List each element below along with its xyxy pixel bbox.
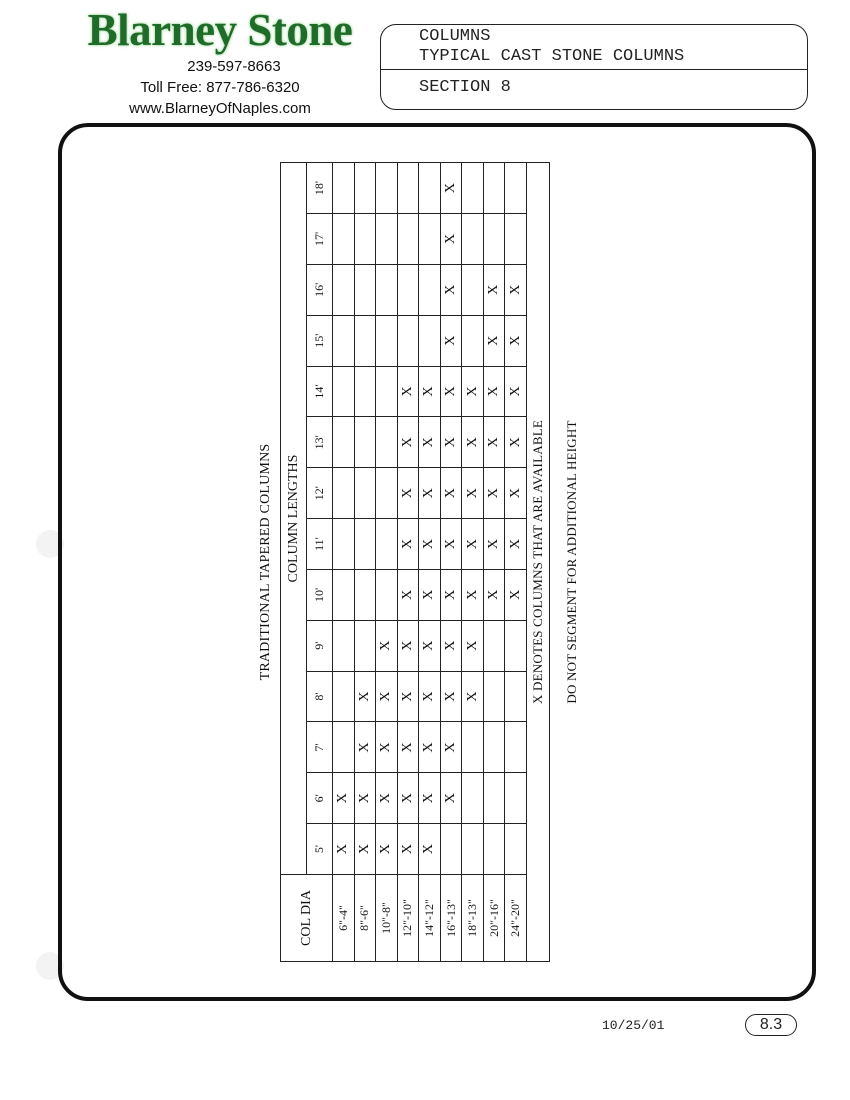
availability-cell bbox=[333, 468, 355, 519]
length-label: 14' bbox=[307, 366, 333, 417]
availability-cell: X bbox=[376, 620, 398, 671]
lengths-header: COLUMN LENGTHS bbox=[281, 163, 307, 875]
availability-cell bbox=[376, 569, 398, 620]
availability-cell bbox=[354, 366, 376, 417]
diameter-label: 8"-6" bbox=[354, 875, 376, 962]
availability-cell: X bbox=[397, 366, 419, 417]
diameter-label: 18"-13" bbox=[462, 875, 484, 962]
table-row bbox=[397, 163, 419, 962]
document-date: 10/25/01 bbox=[602, 1018, 665, 1033]
availability-cell bbox=[376, 163, 398, 214]
availability-cell bbox=[376, 366, 398, 417]
company-header bbox=[70, 4, 370, 119]
length-label: 7' bbox=[307, 722, 333, 773]
section-number: SECTION 8 bbox=[419, 78, 511, 97]
toll-free-number: Toll Free: 877-786-6320 bbox=[140, 79, 300, 96]
availability-cell: X bbox=[483, 366, 505, 417]
length-label: 18' bbox=[307, 163, 333, 214]
availability-cell: X bbox=[505, 569, 527, 620]
availability-cell bbox=[333, 315, 355, 366]
length-label: 13' bbox=[307, 417, 333, 468]
availability-cell bbox=[483, 722, 505, 773]
availability-cell: X bbox=[397, 417, 419, 468]
availability-cell bbox=[419, 315, 441, 366]
availability-cell: X bbox=[440, 264, 462, 315]
availability-cell: X bbox=[419, 722, 441, 773]
legend-row bbox=[527, 163, 550, 962]
length-label: 8' bbox=[307, 671, 333, 722]
availability-cell bbox=[333, 163, 355, 214]
availability-cell: X bbox=[440, 519, 462, 570]
availability-cell: X bbox=[483, 264, 505, 315]
availability-cell: X bbox=[505, 417, 527, 468]
availability-cell bbox=[333, 519, 355, 570]
availability-cell: X bbox=[440, 468, 462, 519]
availability-cell bbox=[354, 214, 376, 265]
website-link[interactable]: www.BlarneyOfNaples.com bbox=[129, 100, 311, 117]
availability-cell: X bbox=[419, 671, 441, 722]
availability-cell bbox=[462, 163, 484, 214]
availability-cell: X bbox=[440, 773, 462, 824]
availability-cell: X bbox=[462, 620, 484, 671]
table-row bbox=[376, 163, 398, 962]
availability-cell bbox=[505, 722, 527, 773]
availability-cell bbox=[483, 620, 505, 671]
diameter-label: 12"-10" bbox=[397, 875, 419, 962]
availability-cell bbox=[333, 214, 355, 265]
availability-cell: X bbox=[440, 163, 462, 214]
availability-cell bbox=[354, 620, 376, 671]
availability-cell: X bbox=[333, 773, 355, 824]
availability-cell bbox=[483, 824, 505, 875]
availability-cell bbox=[354, 468, 376, 519]
rotated-table-sheet bbox=[252, 162, 596, 962]
availability-cell bbox=[354, 264, 376, 315]
availability-cell bbox=[419, 163, 441, 214]
availability-cell: X bbox=[397, 468, 419, 519]
availability-cell: X bbox=[397, 569, 419, 620]
availability-cell: X bbox=[419, 620, 441, 671]
length-label: 15' bbox=[307, 315, 333, 366]
availability-cell bbox=[333, 417, 355, 468]
availability-cell: X bbox=[419, 366, 441, 417]
availability-cell bbox=[354, 569, 376, 620]
availability-cell: X bbox=[397, 620, 419, 671]
availability-cell: X bbox=[354, 671, 376, 722]
availability-cell bbox=[354, 315, 376, 366]
availability-cell bbox=[376, 264, 398, 315]
availability-cell: X bbox=[483, 468, 505, 519]
availability-cell: X bbox=[440, 671, 462, 722]
availability-cell bbox=[376, 315, 398, 366]
diameter-label: 14"-12" bbox=[419, 875, 441, 962]
section-title-box bbox=[380, 24, 808, 110]
availability-cell bbox=[462, 722, 484, 773]
availability-cell bbox=[505, 163, 527, 214]
table-title: TRADITIONAL TAPERED COLUMNS bbox=[258, 443, 273, 681]
availability-cell: X bbox=[483, 417, 505, 468]
section-title: TYPICAL CAST STONE COLUMNS bbox=[419, 47, 685, 66]
availability-cell: X bbox=[376, 722, 398, 773]
availability-cell bbox=[376, 519, 398, 570]
availability-cell: X bbox=[440, 315, 462, 366]
diameter-header: COL DIA bbox=[281, 875, 333, 962]
availability-cell bbox=[462, 824, 484, 875]
availability-cell: X bbox=[397, 722, 419, 773]
availability-cell bbox=[505, 773, 527, 824]
table-row bbox=[440, 163, 462, 962]
availability-cell: X bbox=[333, 824, 355, 875]
availability-cell bbox=[333, 671, 355, 722]
availability-cell bbox=[376, 417, 398, 468]
availability-cell bbox=[462, 315, 484, 366]
availability-cell: X bbox=[419, 773, 441, 824]
availability-cell bbox=[354, 519, 376, 570]
availability-cell bbox=[419, 264, 441, 315]
availability-cell bbox=[483, 671, 505, 722]
length-label: 17' bbox=[307, 214, 333, 265]
availability-cell bbox=[505, 671, 527, 722]
availability-cell bbox=[462, 264, 484, 315]
availability-cell: X bbox=[397, 824, 419, 875]
table-row bbox=[483, 163, 505, 962]
company-logo: Blarney Stone bbox=[87, 5, 353, 55]
availability-cell: X bbox=[376, 671, 398, 722]
availability-cell: X bbox=[462, 671, 484, 722]
availability-cell: X bbox=[376, 824, 398, 875]
availability-cell: X bbox=[354, 773, 376, 824]
availability-cell: X bbox=[440, 366, 462, 417]
availability-cell: X bbox=[505, 468, 527, 519]
availability-cell bbox=[397, 315, 419, 366]
availability-cell bbox=[333, 722, 355, 773]
availability-cell: X bbox=[440, 417, 462, 468]
availability-cell bbox=[483, 214, 505, 265]
availability-cell bbox=[376, 214, 398, 265]
availability-cell: X bbox=[397, 773, 419, 824]
availability-cell: X bbox=[462, 569, 484, 620]
availability-cell bbox=[397, 264, 419, 315]
section-category: COLUMNS bbox=[419, 27, 491, 46]
availability-cell: X bbox=[440, 214, 462, 265]
availability-cell: X bbox=[354, 722, 376, 773]
availability-cell: X bbox=[462, 468, 484, 519]
table-row bbox=[505, 163, 527, 962]
availability-cell: X bbox=[462, 519, 484, 570]
availability-cell bbox=[462, 773, 484, 824]
table-row bbox=[462, 163, 484, 962]
availability-cell bbox=[376, 468, 398, 519]
availability-cell: X bbox=[397, 671, 419, 722]
table-row bbox=[419, 163, 441, 962]
availability-cell bbox=[483, 163, 505, 214]
page-number-badge: 8.3 bbox=[745, 1014, 797, 1036]
availability-legend: X DENOTES COLUMNS THAT ARE AVAILABLE bbox=[527, 163, 550, 962]
length-label: 11' bbox=[307, 519, 333, 570]
length-label: 6' bbox=[307, 773, 333, 824]
length-label: 5' bbox=[307, 824, 333, 875]
availability-cell bbox=[397, 163, 419, 214]
diameter-label: 24"-20" bbox=[505, 875, 527, 962]
availability-cell: X bbox=[483, 315, 505, 366]
availability-cell: X bbox=[505, 519, 527, 570]
diameter-label: 20"-16" bbox=[483, 875, 505, 962]
column-availability-table bbox=[280, 162, 550, 962]
length-label: 9' bbox=[307, 620, 333, 671]
availability-cell: X bbox=[397, 519, 419, 570]
availability-cell: X bbox=[376, 773, 398, 824]
table-header-row bbox=[281, 163, 307, 962]
availability-cell bbox=[333, 620, 355, 671]
availability-cell bbox=[505, 214, 527, 265]
length-label: 12' bbox=[307, 468, 333, 519]
availability-cell: X bbox=[483, 519, 505, 570]
availability-cell bbox=[505, 620, 527, 671]
length-label: 10' bbox=[307, 569, 333, 620]
availability-cell: X bbox=[354, 824, 376, 875]
length-labels-row bbox=[307, 163, 333, 962]
diameter-label: 6"-4" bbox=[333, 875, 355, 962]
availability-cell: X bbox=[505, 315, 527, 366]
section-divider bbox=[381, 69, 807, 70]
availability-cell bbox=[397, 214, 419, 265]
availability-cell: X bbox=[419, 569, 441, 620]
availability-cell bbox=[462, 214, 484, 265]
availability-cell bbox=[333, 569, 355, 620]
availability-cell: X bbox=[440, 620, 462, 671]
availability-cell: X bbox=[483, 569, 505, 620]
availability-cell bbox=[333, 366, 355, 417]
availability-cell bbox=[333, 264, 355, 315]
availability-cell: X bbox=[505, 264, 527, 315]
segment-note: DO NOT SEGMENT FOR ADDITIONAL HEIGHT bbox=[564, 420, 579, 704]
availability-cell: X bbox=[462, 366, 484, 417]
availability-cell bbox=[354, 163, 376, 214]
availability-cell: X bbox=[419, 468, 441, 519]
availability-cell bbox=[483, 773, 505, 824]
availability-cell: X bbox=[419, 417, 441, 468]
availability-cell: X bbox=[440, 722, 462, 773]
availability-cell: X bbox=[505, 366, 527, 417]
table-row bbox=[333, 163, 355, 962]
phone-number: 239-597-8663 bbox=[187, 58, 281, 75]
availability-cell bbox=[419, 214, 441, 265]
diameter-label: 16"-13" bbox=[440, 875, 462, 962]
availability-cell: X bbox=[419, 824, 441, 875]
availability-cell: X bbox=[440, 569, 462, 620]
availability-cell bbox=[505, 824, 527, 875]
availability-cell: X bbox=[462, 417, 484, 468]
diameter-label: 10"-8" bbox=[376, 875, 398, 962]
availability-cell bbox=[440, 824, 462, 875]
table-row bbox=[354, 163, 376, 962]
availability-cell bbox=[354, 417, 376, 468]
availability-cell: X bbox=[419, 519, 441, 570]
length-label: 16' bbox=[307, 264, 333, 315]
